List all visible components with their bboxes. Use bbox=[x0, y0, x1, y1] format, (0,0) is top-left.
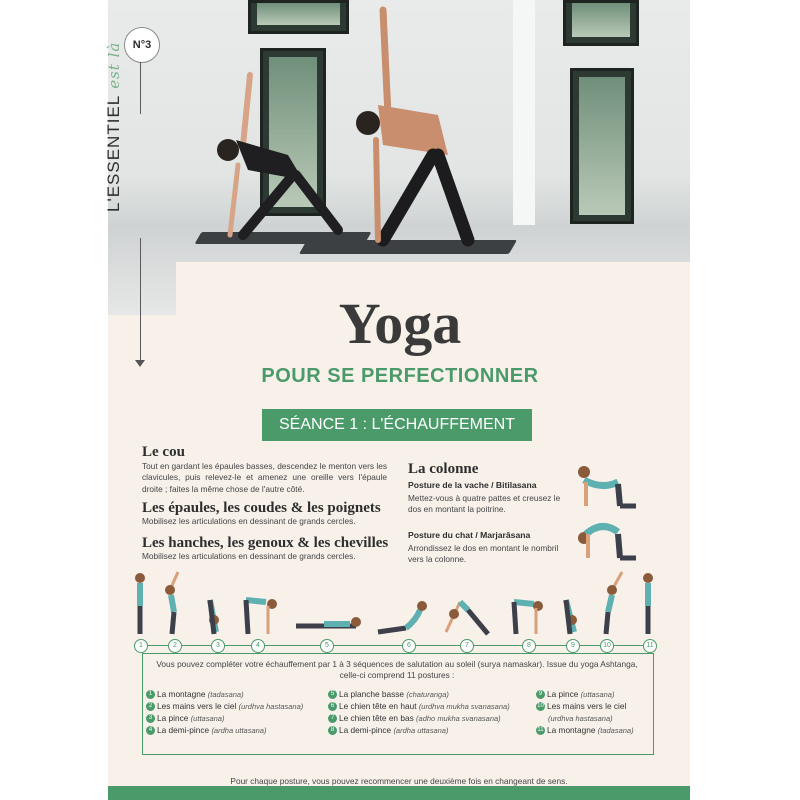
pose-list-item: 1 La montagne (tadasana) bbox=[146, 689, 244, 699]
footer-note: Pour chaque posture, vous pouvez recommencer une deuxième fois en changeant de sens. bbox=[230, 776, 568, 786]
man-triangle-pose bbox=[338, 5, 498, 255]
step-marker: 6 bbox=[402, 639, 416, 653]
series-number-badge: N°3 bbox=[124, 27, 160, 63]
pose-list-item: 6 Le chien tête en haut (urdhva mukha svanasana) bbox=[328, 701, 510, 711]
step-marker: 4 bbox=[251, 639, 265, 653]
step-marker: 5 bbox=[320, 639, 334, 653]
section-title-cou: Le cou bbox=[142, 444, 185, 460]
pose-7-figure bbox=[446, 602, 488, 634]
window bbox=[570, 68, 634, 224]
brand-logo: L'ESSENTIELest là bbox=[104, 41, 123, 212]
pillar bbox=[513, 0, 535, 235]
pose-list-item: 9 La pince (uttasana) bbox=[536, 689, 614, 699]
step-marker: 10 bbox=[600, 639, 614, 653]
page-title: Yoga bbox=[338, 291, 462, 356]
woman-triangle-pose bbox=[208, 70, 348, 250]
pose-list-item: 7 Le chien tête en bas (adho mukha svanasana) bbox=[328, 713, 501, 723]
section-body-epaules: Mobilisez les articulations en dessinant de grands cercles. bbox=[142, 516, 356, 526]
step-marker: 11 bbox=[643, 639, 657, 653]
cat-pose-body: Arrondissez le dos en montant le nombril vers la colonne. bbox=[408, 543, 559, 565]
pose-8-figure bbox=[514, 601, 543, 634]
page-subtitle: POUR SE PERFECTIONNER bbox=[261, 365, 539, 387]
section-title-epaules: Les épaules, les coudes & les poignets bbox=[142, 500, 381, 516]
cow-pose-body: Mettez-vous à quatre pattes et creusez le dos en montant la poitrine. bbox=[408, 493, 561, 515]
pose-list-item: 11 La montagne (tadasana) bbox=[537, 725, 634, 735]
section-title-colonne: La colonne bbox=[408, 461, 479, 477]
cow-pose-illustration bbox=[572, 462, 638, 514]
sun-salutation-sequence bbox=[128, 570, 668, 640]
pose-5-figure bbox=[296, 617, 361, 627]
cat-pose-title: Posture du chat / Marjarâsana bbox=[408, 530, 531, 540]
sidebar-line bbox=[140, 238, 141, 362]
pose-1-figure bbox=[135, 573, 145, 634]
cow-pose-title: Posture de la vache / Bitilasana bbox=[408, 480, 537, 490]
pose-list-item: 2 Les mains vers le ciel (urdhva hastasana) bbox=[146, 701, 303, 711]
hero-photo bbox=[108, 0, 690, 315]
pose-list-item: 10 Les mains vers le ciel bbox=[537, 701, 627, 711]
sun-salutation-intro: Vous pouvez compléter votre échauffement par 1 à 3 séquences de salutation au soleil (surya namaskar). Issue du yoga Ashtanga, celle-ci comprend 11 postures : bbox=[156, 659, 638, 680]
step-marker: 8 bbox=[522, 639, 536, 653]
section-body-hanches: Mobilisez les articulations en dessinant de grands cercles. bbox=[142, 551, 356, 561]
bottom-accent-bar bbox=[108, 786, 690, 800]
cat-pose-illustration bbox=[572, 518, 638, 564]
pose-3-figure bbox=[209, 600, 219, 634]
pose-9-figure bbox=[566, 600, 577, 634]
pose-10-figure bbox=[606, 572, 622, 634]
pose-list-item: 8 La demi-pince (ardha uttasana) bbox=[328, 725, 448, 735]
pose-11-figure bbox=[643, 573, 653, 634]
window bbox=[248, 0, 349, 34]
step-marker: 3 bbox=[211, 639, 225, 653]
pose-2-figure bbox=[165, 572, 178, 634]
session-banner: SÉANCE 1 : L'ÉCHAUFFEMENT bbox=[262, 409, 532, 441]
window bbox=[563, 0, 639, 46]
pose-list-item-sanskrit: (urdhva hastasana) bbox=[548, 714, 613, 723]
section-body-cou: Tout en gardant les épaules basses, descendez le menton vers les clavicules, puis relevez-le et amenez une oreille vers l'épaule droite ; faites la même chose de l'autre côté. bbox=[142, 461, 387, 494]
step-marker: 7 bbox=[460, 639, 474, 653]
section-title-hanches: Les hanches, les genoux & les chevilles bbox=[142, 535, 389, 551]
pose-4-figure bbox=[246, 599, 277, 634]
arrow-down-icon bbox=[135, 360, 145, 367]
pose-6-figure bbox=[378, 601, 427, 632]
pose-list-item: 5 La planche basse (chaturanga) bbox=[328, 689, 449, 699]
sidebar-line bbox=[140, 62, 141, 114]
pose-list-item: 3 La pince (uttasana) bbox=[146, 713, 224, 723]
pose-list-item: 4 La demi-pince (ardha uttasana) bbox=[146, 725, 266, 735]
step-marker: 9 bbox=[566, 639, 580, 653]
step-marker: 1 bbox=[134, 639, 148, 653]
step-marker: 2 bbox=[168, 639, 182, 653]
